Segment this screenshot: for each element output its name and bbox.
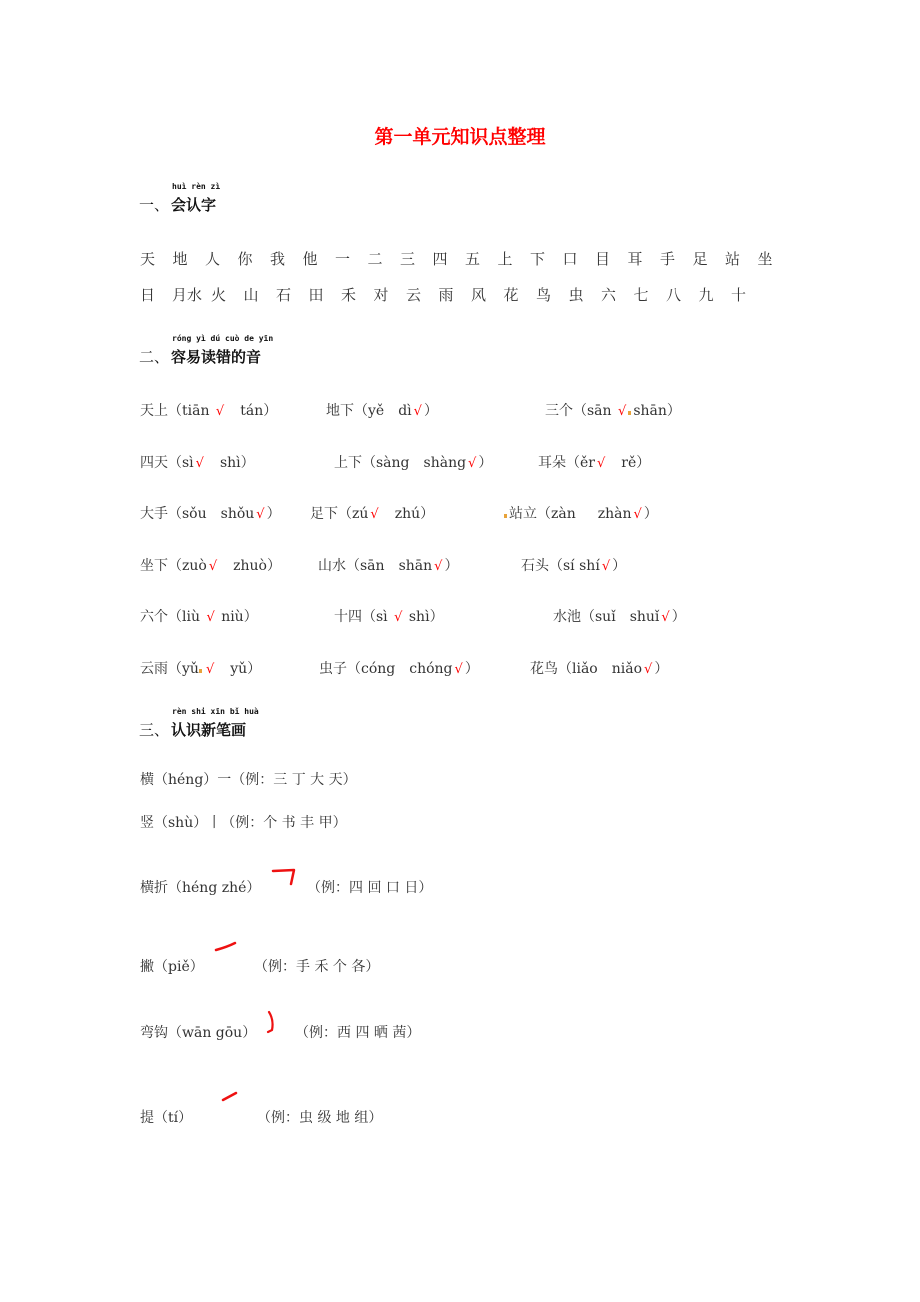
paren: ） bbox=[266, 506, 281, 522]
check-icon: √ bbox=[618, 404, 627, 419]
option-a: sàng bbox=[376, 455, 410, 471]
char: 二 bbox=[367, 250, 383, 268]
cursor-marker bbox=[199, 669, 202, 673]
paren: （ bbox=[168, 455, 182, 471]
check-icon: √ bbox=[633, 507, 642, 522]
paren: （ bbox=[168, 609, 182, 625]
option-b: zhuò bbox=[233, 558, 267, 574]
check-icon: √ bbox=[468, 456, 477, 471]
stroke-name: 竖 bbox=[140, 815, 154, 831]
stroke-ti-examples: （例：虫 级 地 组） bbox=[257, 1110, 383, 1126]
stroke-wangou bbox=[140, 1022, 256, 1042]
pron-item bbox=[140, 452, 255, 472]
check-icon: √ bbox=[596, 456, 606, 471]
char: 他 bbox=[302, 250, 318, 268]
paren: ） bbox=[636, 455, 651, 471]
option-b: shì bbox=[408, 609, 430, 625]
paren: ） bbox=[420, 506, 435, 522]
char: 五 bbox=[465, 250, 481, 268]
paren: （ bbox=[168, 506, 182, 522]
pron-item bbox=[545, 400, 681, 420]
paren: （ bbox=[549, 558, 563, 574]
option-b: shì bbox=[219, 455, 241, 471]
check-icon: √ bbox=[413, 404, 422, 419]
option-b: shān bbox=[398, 558, 433, 574]
stroke-examples: （例：三 丁 大 天） bbox=[231, 772, 357, 788]
paren: （ bbox=[346, 558, 360, 574]
char: 鸟 bbox=[536, 286, 552, 304]
stroke-pinyin: （tí） bbox=[154, 1110, 193, 1126]
check-icon: √ bbox=[256, 507, 265, 522]
stroke-name: 横 bbox=[140, 772, 154, 788]
char: 坐 bbox=[757, 250, 773, 268]
option-b: shuǐ bbox=[629, 609, 660, 625]
char: 七 bbox=[633, 286, 649, 304]
stroke-shu bbox=[140, 812, 347, 832]
option-b: yǔ bbox=[230, 661, 248, 677]
char: 我 bbox=[270, 250, 286, 268]
char: 风 bbox=[471, 286, 487, 304]
option-b: zhú bbox=[394, 506, 421, 522]
paren: ） bbox=[666, 403, 681, 419]
pron-item bbox=[318, 555, 458, 575]
stroke-ti bbox=[140, 1107, 192, 1127]
char: 火 bbox=[211, 286, 227, 304]
option-a: zuò bbox=[182, 558, 207, 574]
check-icon: √ bbox=[370, 507, 379, 522]
pron-item bbox=[140, 658, 261, 678]
word: 四天 bbox=[140, 455, 168, 471]
pron-item bbox=[140, 555, 281, 575]
paren: ） bbox=[671, 609, 686, 625]
wangou-stroke-icon bbox=[264, 1010, 280, 1036]
pron-item bbox=[538, 452, 650, 472]
stroke-glyph: 丨 bbox=[207, 815, 222, 831]
check-icon: √ bbox=[601, 559, 611, 574]
char: 禾 bbox=[341, 286, 357, 304]
stroke-pinyin: （héng） bbox=[154, 772, 218, 788]
section-1-heading bbox=[139, 182, 221, 215]
stroke-pinyin: （héng zhé） bbox=[168, 880, 261, 896]
paren: （ bbox=[338, 506, 352, 522]
section-3-number: 三、 bbox=[139, 721, 170, 739]
word: 水池 bbox=[553, 609, 581, 625]
paren: ） bbox=[464, 661, 479, 677]
option-a: sí bbox=[563, 558, 575, 574]
word: 十四 bbox=[334, 609, 362, 625]
char: 六 bbox=[601, 286, 617, 304]
option-b: shí bbox=[579, 558, 600, 574]
check-icon: √ bbox=[205, 662, 215, 677]
section-1-number: 一、 bbox=[139, 196, 170, 214]
stroke-wangou-examples: （例：西 四 晒 茜） bbox=[295, 1025, 421, 1041]
pie-stroke-icon bbox=[213, 940, 241, 954]
page-title: 第一单元知识点整理 bbox=[374, 126, 546, 148]
char: 日 bbox=[140, 286, 156, 304]
word: 站立 bbox=[509, 506, 537, 522]
option-a: liǎo bbox=[572, 661, 598, 677]
word: 云雨 bbox=[140, 661, 168, 677]
stroke-pinyin: （wān gōu） bbox=[168, 1025, 257, 1041]
stroke-name: 撇 bbox=[140, 959, 154, 975]
check-icon: √ bbox=[215, 404, 225, 419]
option-a: suǐ bbox=[595, 609, 616, 625]
pron-item bbox=[334, 452, 492, 472]
section-1-title: 会认字 bbox=[171, 196, 217, 214]
paren: ） bbox=[243, 609, 258, 625]
char: 下 bbox=[530, 250, 546, 268]
pron-item bbox=[530, 658, 668, 678]
word: 虫子 bbox=[319, 661, 347, 677]
option-a: sì bbox=[182, 455, 194, 471]
word: 山水 bbox=[318, 558, 346, 574]
char: 你 bbox=[237, 250, 253, 268]
ti-stroke-icon bbox=[220, 1090, 240, 1104]
paren: （ bbox=[537, 506, 551, 522]
pron-item bbox=[140, 503, 281, 523]
cursor-marker bbox=[504, 514, 507, 518]
char: 虫 bbox=[568, 286, 584, 304]
paren: （ bbox=[347, 661, 361, 677]
hengzhe-stroke-icon bbox=[270, 866, 300, 888]
char: 耳 bbox=[627, 250, 643, 268]
word: 坐下 bbox=[140, 558, 168, 574]
char: 云 bbox=[406, 286, 422, 304]
option-a: sì bbox=[376, 609, 388, 625]
stroke-pinyin: （shù） bbox=[154, 815, 208, 831]
pron-item bbox=[521, 555, 626, 575]
check-icon: √ bbox=[394, 610, 403, 625]
word: 耳朵 bbox=[538, 455, 566, 471]
section-3-title: 认识新笔画 bbox=[171, 721, 247, 739]
char: 上 bbox=[497, 250, 513, 268]
char: 足 bbox=[692, 250, 708, 268]
check-icon: √ bbox=[195, 456, 204, 471]
option-a: zàn bbox=[551, 506, 576, 522]
paren: ） bbox=[654, 661, 669, 677]
char: 口 bbox=[562, 250, 578, 268]
check-icon: √ bbox=[206, 610, 215, 625]
paren: （ bbox=[581, 609, 595, 625]
stroke-hengzhe bbox=[140, 877, 260, 897]
option-a: tiān bbox=[182, 403, 210, 419]
check-icon: √ bbox=[208, 559, 218, 574]
cursor-marker bbox=[628, 411, 631, 415]
paren: （ bbox=[573, 403, 587, 419]
char: 石 bbox=[276, 286, 292, 304]
word: 大手 bbox=[140, 506, 168, 522]
paren: ） bbox=[263, 403, 278, 419]
option-b: tán bbox=[240, 403, 264, 419]
option-b: niǎo bbox=[611, 661, 643, 677]
stroke-name: 弯钩 bbox=[140, 1025, 168, 1041]
char: 山 bbox=[243, 286, 259, 304]
pron-item bbox=[326, 400, 438, 420]
pron-item bbox=[553, 606, 686, 626]
paren: ） bbox=[240, 455, 255, 471]
stroke-pie-examples: （例：手 禾 个 各） bbox=[254, 959, 380, 975]
stroke-pinyin: （piě） bbox=[154, 959, 204, 975]
check-icon: √ bbox=[434, 559, 443, 574]
paren: （ bbox=[168, 661, 182, 677]
option-a: sǒu bbox=[182, 506, 207, 522]
section-3-pinyin: rèn shi xīn bǐ huà bbox=[172, 707, 259, 716]
char: 人 bbox=[205, 250, 221, 268]
char-row-2 bbox=[140, 284, 764, 305]
paren: ） bbox=[478, 455, 493, 471]
paren: ） bbox=[444, 558, 459, 574]
pron-item bbox=[140, 606, 258, 626]
check-icon: √ bbox=[454, 662, 463, 677]
option-a: yě bbox=[368, 403, 385, 419]
option-a: sān bbox=[360, 558, 385, 574]
check-icon: √ bbox=[644, 662, 653, 677]
option-a: sān bbox=[587, 403, 612, 419]
stroke-heng bbox=[140, 769, 357, 789]
paren: （ bbox=[362, 455, 376, 471]
pron-item bbox=[310, 503, 434, 523]
char: 对 bbox=[373, 286, 389, 304]
word: 石头 bbox=[521, 558, 549, 574]
word: 天上 bbox=[140, 403, 168, 419]
char: 四 bbox=[432, 250, 448, 268]
word: 地下 bbox=[326, 403, 354, 419]
char: 手 bbox=[660, 250, 676, 268]
option-b: zhàn bbox=[597, 506, 632, 522]
section-3-heading bbox=[139, 707, 259, 740]
option-a: zú bbox=[352, 506, 369, 522]
char: 天 bbox=[140, 250, 156, 268]
option-a: liù bbox=[182, 609, 200, 625]
stroke-name: 横折 bbox=[140, 880, 168, 896]
paren: （ bbox=[354, 403, 368, 419]
paren: ） bbox=[247, 661, 262, 677]
section-2-pinyin: róng yì dú cuò de yīn bbox=[172, 334, 274, 343]
paren: （ bbox=[558, 661, 572, 677]
option-b: chóng bbox=[409, 661, 453, 677]
check-icon: √ bbox=[661, 610, 670, 625]
stroke-pie bbox=[140, 956, 204, 976]
char: 三 bbox=[400, 250, 416, 268]
pron-item bbox=[319, 658, 479, 678]
char: 一 bbox=[335, 250, 351, 268]
option-b: dì bbox=[398, 403, 412, 419]
char: 八 bbox=[666, 286, 682, 304]
char: 九 bbox=[698, 286, 714, 304]
char: 地 bbox=[172, 250, 188, 268]
paren: ） bbox=[612, 558, 627, 574]
word: 花鸟 bbox=[530, 661, 558, 677]
pron-item bbox=[334, 606, 444, 626]
option-b: niù bbox=[221, 609, 244, 625]
option-a: yǔ bbox=[182, 661, 199, 677]
section-1-pinyin: huì rèn zì bbox=[172, 182, 221, 191]
section-2-title: 容易读错的音 bbox=[171, 348, 262, 366]
char-row-1 bbox=[140, 248, 790, 269]
word: 三个 bbox=[545, 403, 573, 419]
char: 十 bbox=[731, 286, 747, 304]
paren: ） bbox=[429, 609, 444, 625]
paren: ） bbox=[266, 558, 281, 574]
pron-item bbox=[504, 503, 658, 523]
pron-item bbox=[140, 400, 277, 420]
word: 足下 bbox=[310, 506, 338, 522]
char: 雨 bbox=[438, 286, 454, 304]
option-a: cóng bbox=[361, 661, 396, 677]
char: 田 bbox=[308, 286, 324, 304]
stroke-name: 提 bbox=[140, 1110, 154, 1126]
option-b: shān bbox=[633, 403, 667, 419]
stroke-examples: （例：个 书 丰 甲） bbox=[221, 815, 347, 831]
char: 目 bbox=[595, 250, 611, 268]
word: 六个 bbox=[140, 609, 168, 625]
section-2-number: 二、 bbox=[139, 348, 170, 366]
stroke-hengzhe-examples: （例：四 回 口 日） bbox=[307, 880, 433, 896]
option-a: ěr bbox=[580, 455, 595, 471]
paren: （ bbox=[566, 455, 580, 471]
option-b: rě bbox=[621, 455, 637, 471]
option-b: shàng bbox=[423, 455, 467, 471]
section-2-heading bbox=[139, 334, 274, 367]
option-b: shǒu bbox=[220, 506, 255, 522]
stroke-glyph: 一 bbox=[217, 772, 232, 788]
paren: ） bbox=[423, 403, 438, 419]
char: 月水 bbox=[172, 286, 203, 304]
paren: ） bbox=[643, 506, 658, 522]
paren: （ bbox=[362, 609, 376, 625]
char: 站 bbox=[725, 250, 741, 268]
char: 花 bbox=[503, 286, 519, 304]
paren: （ bbox=[168, 403, 182, 419]
paren: （ bbox=[168, 558, 182, 574]
word: 上下 bbox=[334, 455, 362, 471]
